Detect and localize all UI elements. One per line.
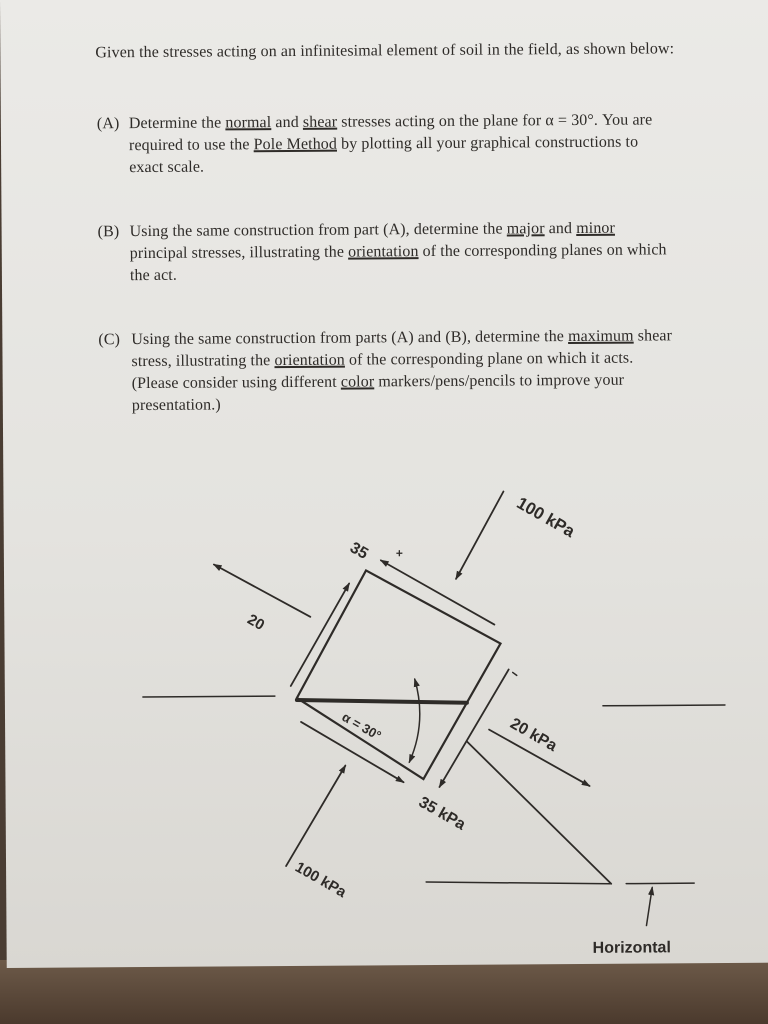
arrow-normal-top	[455, 491, 504, 578]
part-a-line-1: Determine the normal and shear stresses acting on the plane for α = 30°. You are	[128, 111, 653, 133]
part-b-line-3: the act.	[129, 266, 177, 285]
label-shear-top: 35	[346, 539, 371, 563]
label-alpha-angle: α = 30°	[339, 709, 384, 744]
arrow-shear-left	[290, 584, 350, 686]
tick-mark	[513, 672, 517, 675]
label-shear-left: 20	[244, 610, 268, 635]
part-b-line-1: Using the same construction from part (A), determine the major and minor	[129, 219, 615, 241]
label-shear-bottom: 35 kPa	[415, 793, 469, 834]
arrow-normal-bottom	[285, 766, 346, 866]
label-horizontal: Horizontal	[592, 939, 671, 957]
part-a-label: (A)	[96, 115, 120, 133]
label-positive-sign: +	[395, 546, 403, 561]
inclined-base-line	[467, 741, 611, 885]
part-a-line-3: exact scale.	[129, 158, 205, 177]
part-b-label: (B)	[97, 223, 120, 241]
label-shear-right: 20 kPa	[507, 715, 560, 755]
arrow-shear-top	[381, 560, 494, 626]
desk-surface	[0, 960, 768, 1024]
alpha-plane	[297, 699, 467, 704]
label-normal-bottom: 100 kPa	[292, 858, 350, 902]
horizontal-pointer-stem	[646, 887, 652, 925]
part-c-label: (C)	[98, 331, 121, 349]
part-a-line-2: required to use the Pole Method by plotting all your graphical constructions to	[128, 133, 639, 155]
horizontal-reference-bottom	[426, 881, 610, 885]
label-normal-top: 100 kPa	[513, 493, 579, 542]
horizontal-reference-left	[143, 696, 275, 697]
horizontal-reference-right	[603, 705, 725, 706]
alpha-angle-arc	[409, 679, 420, 762]
part-c-line-3: (Please consider using different color markers/pens/pencils to improve your	[131, 371, 625, 393]
intro-text: Given the stresses acting on an infinitesimal element of soil in the field, as shown below:	[95, 40, 675, 62]
part-c-line-2: stress, illustrating the orientation of the corresponding plane on which it acts.	[131, 349, 634, 371]
arrow-shear-right	[439, 669, 510, 786]
part-c-line-4: presentation.)	[131, 396, 221, 415]
part-b-line-2: principal stresses, illustrating the orientation of the corresponding planes on which	[129, 241, 667, 263]
soil-element	[296, 570, 501, 780]
arrow-shear-left-outer	[214, 564, 310, 618]
part-c-line-1: Using the same construction from parts (A) and (B), determine the maximum shear	[131, 327, 673, 349]
arrow-shear-bottom	[301, 721, 403, 783]
